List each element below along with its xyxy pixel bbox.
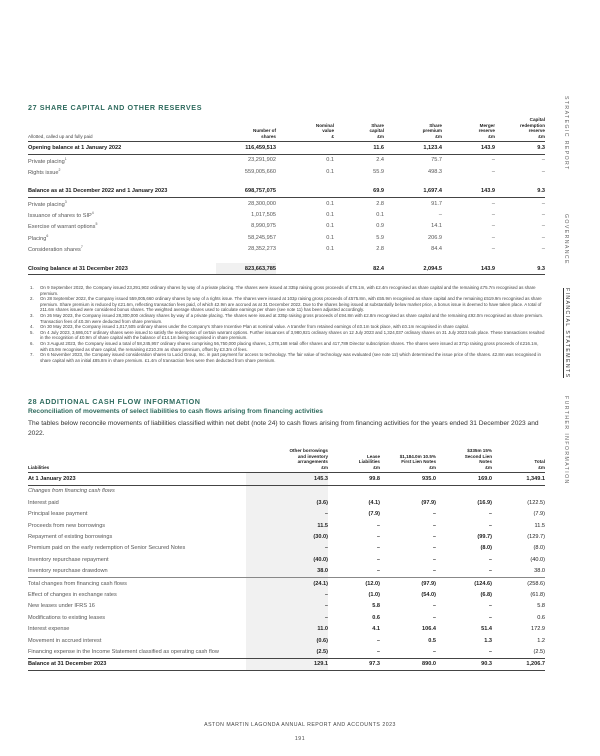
cell-value: 0.9 xyxy=(376,223,384,230)
cell-value: – xyxy=(376,534,380,541)
cell-value: (8.0) xyxy=(533,545,545,552)
table-row xyxy=(28,623,545,634)
cell-value: 0.1 xyxy=(376,212,384,219)
cell-value: 172.9 xyxy=(531,626,545,633)
cell-value: 14.1 xyxy=(431,223,442,230)
cell-value: – xyxy=(432,648,436,655)
cell-value: 0.1 xyxy=(326,212,334,219)
share-capital-table xyxy=(28,117,545,275)
row-label: Repayment of existing borrowings xyxy=(28,534,113,541)
cell-value: (7.9) xyxy=(533,511,545,518)
row-label: Private placing$^3$ xyxy=(28,199,67,208)
cell-value: 935.0 xyxy=(380,473,436,485)
col-header-other-borrowings: Other borrowings and inventory arrangements £m xyxy=(246,448,328,473)
cell-value: 129.1 xyxy=(246,658,328,670)
table-header-row xyxy=(28,448,545,473)
footnote: 1. On 9 September 2022, the Company issued 23,291,902 ordinary shares by way of a private placing. The shares were issued at 335p raising gross proceeds of £78.1m, with £2.4m recognised as share capital and the remaining £75.7m recognised as share premium. xyxy=(30,285,536,296)
table-row xyxy=(28,601,545,612)
table-row xyxy=(28,577,545,589)
row-label: Exercise of warrant options$^5$ xyxy=(28,222,98,231)
cell-value: (258.6) xyxy=(492,577,545,589)
side-nav-financial-statements[interactable]: FINANCIAL STATEMENTS xyxy=(564,288,570,379)
row-label: Effect of changes in exchange rates xyxy=(28,591,117,598)
cell-value: 51.4 xyxy=(481,626,492,633)
cell-value: (2.5) xyxy=(533,648,545,655)
cell-value: (40.0) xyxy=(530,556,545,563)
cell-value: 0.1 xyxy=(326,234,334,241)
cell-value: – xyxy=(246,589,328,600)
cell-value: – xyxy=(488,522,492,529)
cell-value: 0.1 xyxy=(326,157,334,164)
cell-value: (40.0) xyxy=(246,554,328,565)
col-header-second-lien-notes: $335m 15% Second Lien Notes £m xyxy=(436,448,492,473)
cell-value: – xyxy=(376,556,380,563)
cell-value: 1.3 xyxy=(484,637,492,644)
cell-value: – xyxy=(541,234,545,241)
row-label: Balance at 31 December 2023 xyxy=(28,658,246,670)
table-row xyxy=(28,635,545,646)
cell-value: 1,206.7 xyxy=(492,658,545,670)
cell-value: – xyxy=(488,556,492,563)
cell-value: 5.8 xyxy=(537,603,545,610)
cell-value: – xyxy=(432,511,436,518)
cell-value: 28,300,000 xyxy=(248,200,276,207)
cell-value: 9.3 xyxy=(495,263,545,275)
cell-value: – xyxy=(491,246,495,253)
cell-value: (124.6) xyxy=(436,577,492,589)
cell-value: – xyxy=(491,212,495,219)
table-row xyxy=(28,485,545,497)
cell-value: (24.1) xyxy=(246,577,328,589)
table-row xyxy=(28,142,545,154)
cell-value: 8,990,975 xyxy=(251,223,276,230)
cell-value xyxy=(328,485,380,497)
cell-value: – xyxy=(432,603,436,610)
cell-value: (1.0) xyxy=(368,591,380,598)
footnotes xyxy=(28,285,545,363)
table-row xyxy=(28,658,545,670)
cell-value: 1,123.4 xyxy=(384,142,442,154)
cell-value: 206.9 xyxy=(428,234,442,241)
cell-value: 559,005,660 xyxy=(244,168,276,175)
footer-title: ASTON MARTIN LAGONDA ANNUAL REPORT AND ACCOUNTS 2023 xyxy=(204,722,396,728)
cell-value: (16.9) xyxy=(477,499,492,506)
cell-value: 5.8 xyxy=(372,603,380,610)
cell-value: 90.3 xyxy=(436,658,492,670)
col-header-first-lien-notes: $1,184.0m 10.5% First Lien Notes £m xyxy=(380,448,436,473)
cell-value: 84.4 xyxy=(431,246,442,253)
cell-value: 9.3 xyxy=(495,142,545,154)
cell-value: 143.9 xyxy=(442,263,495,275)
cell-value: – xyxy=(541,168,545,175)
cell-value: 28,352,273 xyxy=(248,246,276,253)
cell-value: – xyxy=(488,614,492,621)
footnote-ref: 2 xyxy=(58,167,61,172)
table-header-row xyxy=(28,117,545,142)
cell-value: 91.7 xyxy=(431,200,442,207)
cell-value: – xyxy=(246,612,328,623)
cell-value: 1,349.1 xyxy=(492,473,545,485)
cell-value: – xyxy=(491,234,495,241)
cell-value: 99.8 xyxy=(328,473,380,485)
cell-value: 97.3 xyxy=(328,658,380,670)
row-label: Balance as at 31 December 2022 and 1 January 2023 xyxy=(28,186,216,198)
cell-value: – xyxy=(541,223,545,230)
cell-value: (97.9) xyxy=(380,577,436,589)
section-28-heading: 28 ADDITIONAL CASH FLOW INFORMATION xyxy=(28,397,201,406)
row-label: Inventory repurchase drawdown xyxy=(28,568,108,575)
row-label: Private placing$^1$ xyxy=(28,156,67,165)
cell-value: 1.2 xyxy=(537,637,545,644)
table-row xyxy=(28,186,545,198)
cell-value: – xyxy=(541,200,545,207)
cell-value: 498.3 xyxy=(428,168,442,175)
table-row xyxy=(28,543,545,554)
table-row xyxy=(28,166,545,177)
cell-value: (12.0) xyxy=(328,577,380,589)
cell-value: – xyxy=(491,168,495,175)
row-label: Closing balance at 31 December 2023 xyxy=(28,263,216,275)
cell-value xyxy=(276,263,334,275)
table-row xyxy=(28,473,545,485)
cell-value: – xyxy=(432,614,436,621)
cell-value: 58,245,957 xyxy=(248,234,276,241)
cell-value: 0.1 xyxy=(326,223,334,230)
cell-value: – xyxy=(246,543,328,554)
cell-value: 5.9 xyxy=(376,234,384,241)
row-label: Issuance of shares to SIP$^4$ xyxy=(28,211,94,219)
table-row xyxy=(28,232,545,243)
table-row xyxy=(28,221,545,232)
table-row xyxy=(28,244,545,255)
cell-value: (30.0) xyxy=(246,531,328,542)
cell-value: – xyxy=(376,568,380,575)
cell-value: – xyxy=(541,212,545,219)
cell-value: 11.6 xyxy=(334,142,384,154)
cell-value: 11.5 xyxy=(534,522,545,529)
cell-value: 2.8 xyxy=(376,246,384,253)
cell-value: 116,459,513 xyxy=(216,142,276,154)
row-label: Modifications to existing leases xyxy=(28,614,106,621)
cell-value: 143.9 xyxy=(442,186,495,198)
cell-value: – xyxy=(376,637,380,644)
col-header-nominal-value: Nominal value £ xyxy=(276,117,334,142)
col-header-merger-reserve: Merger reserve £m xyxy=(442,117,495,142)
cell-value: (129.7) xyxy=(527,534,545,541)
table-row xyxy=(28,612,545,623)
cell-value: 0.5 xyxy=(428,637,436,644)
cell-value: – xyxy=(432,556,436,563)
cell-value: (4.1) xyxy=(368,499,380,506)
table-row xyxy=(28,263,545,275)
row-label: Inventory repurchase repayment xyxy=(28,556,109,563)
section-28-subheading: Reconciliation of movements of select liabilities to cash flows arising from financing activities xyxy=(28,408,323,415)
cell-value: (8.0) xyxy=(480,545,492,552)
cell-value: 0.1 xyxy=(326,200,334,207)
cell-value: 4.1 xyxy=(372,626,380,633)
cell-value: – xyxy=(488,648,492,655)
cell-value: (61.8) xyxy=(530,591,545,598)
row-label: At 1 January 2023 xyxy=(28,473,246,485)
row-label: Premium paid on the early redemption of Senior Secured Notes xyxy=(28,545,186,552)
table-row xyxy=(28,520,545,531)
col-header-share-capital: Share capital £m xyxy=(334,117,384,142)
cell-value: – xyxy=(438,212,442,219)
cell-value: 106.4 xyxy=(422,626,436,633)
cell-value: – xyxy=(432,568,436,575)
footnote-ref: 7 xyxy=(80,245,83,250)
cell-value: 143.9 xyxy=(442,142,495,154)
cell-value: – xyxy=(432,534,436,541)
table-row xyxy=(28,154,545,166)
cell-value: – xyxy=(376,545,380,552)
row-label: Interest paid xyxy=(28,499,59,506)
cell-value: 69.9 xyxy=(334,186,384,198)
footnote: 5. On 4 July 2023, 3,686,017 ordinary shares were issued to satisfy the redemption of certain warrant options. Further issuances of 3,980,921 ordinary shares on 12 July 2023 and 1,324,037 ordinary shares on 31 July 2023 took place. These transactions resulted in the recognition of £0.9m of share capital with the balance of £14.1m being recognised in share premium. xyxy=(30,329,545,341)
row-label: New leases under IFRS 16 xyxy=(28,603,95,610)
cell-value: 2.4 xyxy=(376,157,384,164)
cash-flow-reconciliation-table xyxy=(28,448,545,671)
cell-value: – xyxy=(541,157,545,164)
side-navigation xyxy=(563,96,575,616)
cell-value: 145.3 xyxy=(246,473,328,485)
cell-value: (7.9) xyxy=(368,511,380,518)
footnote: 7. On 6 November 2023, the Company issued consideration shares to Lucid Group, Inc. in part payment for access to technology. The fair value of technology was evaluated (see note 12) which determined the issue price of the shares. £2.8m was recognised in share capital with an initial £85.8m in share premium. £1.4m of transaction fees were then deducted from share premium. xyxy=(30,352,541,363)
cell-value: (122.5) xyxy=(527,499,545,506)
cell-value: 9.3 xyxy=(495,186,545,198)
col-header-liabilities: Liabilities xyxy=(28,448,246,473)
cell-value: 2,094.5 xyxy=(384,263,442,275)
footnote: 4. On 30 May 2023, the Company issued 1,017,505 ordinary shares under the Company's Share Incentive Plan at nominal value. A transfer from retained earnings of £0.1m took place, with £0.1m recognised in share capital. xyxy=(30,324,469,330)
footnote: 2. On 28 September 2022, the Company issued 559,005,660 ordinary shares by way of a rights issue. The shares were issued at 103p raising gross proceeds of £575.8m, with £55.9m recognised as share capital and the remaining £519.9m recognised as share premium. Share premium is reduced by £21.6m, reflecting transaction fees paid, of which £2.9m are accrued as at 31 December 2022. Due to the shares being issued at substantially below market price, a bonus issue is deemed to have taken place. A total of 211.6m shares issued were considered bonus shares. The weighted average shares used to calculate earnings per share (see note 11) has been adjusted accordingly. xyxy=(30,296,542,313)
cell-value: 1,017,505 xyxy=(251,212,276,219)
table-row xyxy=(28,197,545,209)
table-row xyxy=(28,509,545,520)
cell-value: 698,757,075 xyxy=(216,186,276,198)
table-row xyxy=(28,531,545,542)
row-label: Changes from financing cash flows xyxy=(28,488,115,495)
row-label: Placing$^6$ xyxy=(28,233,49,242)
cell-value: 169.0 xyxy=(436,473,492,485)
page-number: 191 xyxy=(294,736,306,742)
table-row xyxy=(28,497,545,508)
col-header-number-of-shares: Number of shares xyxy=(216,117,276,142)
cell-value: – xyxy=(491,200,495,207)
row-label: Movement in accrued interest xyxy=(28,637,102,644)
cell-value: 2.8 xyxy=(376,200,384,207)
section-28-intro: The tables below reconcile movements of liabilities classified within net debt (note 24) to cash flows arising from financing activities for the years ended 31 December 2023 and 2022. xyxy=(28,420,539,437)
cell-value: – xyxy=(246,601,328,612)
row-label: Rights issue$^2$ xyxy=(28,167,61,176)
table-row xyxy=(28,554,545,565)
cell-value: 82.4 xyxy=(334,263,384,275)
cell-value: (6.8) xyxy=(480,591,492,598)
cell-value: (97.9) xyxy=(421,499,436,506)
cell-value: 11.0 xyxy=(246,623,328,634)
row-label: Interest expense xyxy=(28,626,70,633)
cell-value: – xyxy=(432,522,436,529)
row-label: Total changes from financing cash flows xyxy=(28,577,246,589)
cell-value: – xyxy=(491,157,495,164)
cell-value xyxy=(276,186,334,198)
cell-value: – xyxy=(541,246,545,253)
row-label: Consideration shares$^7$ xyxy=(28,245,83,254)
table-row xyxy=(28,589,545,600)
cell-value xyxy=(246,485,328,497)
col-header-capital-redemption-reserve: Capital redemption reserve £m xyxy=(495,117,545,142)
col-header-label: Allotted, called up and fully paid xyxy=(28,117,216,142)
cell-value: 38.0 xyxy=(534,568,545,575)
cell-value xyxy=(436,485,492,497)
cell-value: (0.6) xyxy=(246,635,328,646)
side-nav-further-information[interactable]: FURTHER INFORMATION xyxy=(563,396,569,485)
cell-value xyxy=(380,485,436,497)
cell-value: 1,697.4 xyxy=(384,186,442,198)
table-row xyxy=(28,566,545,578)
cell-value: 0.1 xyxy=(326,168,334,175)
cell-value xyxy=(492,485,545,497)
cell-value: – xyxy=(246,509,328,520)
cell-value: 0.6 xyxy=(372,614,380,621)
cell-value: (99.7) xyxy=(477,534,492,541)
side-nav-strategic-report[interactable]: STRATEGIC REPORT xyxy=(563,96,569,171)
cell-value: 23,291,902 xyxy=(248,157,276,164)
footnote-ref: 5 xyxy=(95,222,98,227)
cell-value: 75.7 xyxy=(431,157,442,164)
cell-value: (2.5) xyxy=(246,646,328,658)
row-label: Financing expense in the Income Statement classified as operating cash flow xyxy=(28,648,219,655)
cell-value: 55.9 xyxy=(373,168,384,175)
footnote: 3. On 26 May 2023, the Company issued 28,300,000 ordinary shares by way of a private placing. The shares were issued at 335p raising gross proceeds of £94.8m with £2.8m recognised as share capital and the remaining £92.0m recognised as share premium. Transaction fees of £0.3m were deducted from share premium. xyxy=(30,312,544,324)
cell-value xyxy=(276,142,334,154)
cell-value: (54.0) xyxy=(421,591,436,598)
footnote-ref: 6 xyxy=(46,233,49,238)
side-nav-governance[interactable]: GOVERNANCE xyxy=(563,214,569,265)
cell-value: – xyxy=(376,522,380,529)
cell-value: 823,663,785 xyxy=(216,263,276,275)
col-header-lease-liabilities: Lease Liabilities £m xyxy=(328,448,380,473)
cell-value: 0.6 xyxy=(537,614,545,621)
footnote-ref: 4 xyxy=(91,211,94,216)
cell-value: 38.0 xyxy=(246,566,328,578)
row-label: Opening balance at 1 January 2022 xyxy=(28,142,216,154)
cell-value: 890.0 xyxy=(380,658,436,670)
cell-value: – xyxy=(488,568,492,575)
cell-value: – xyxy=(376,648,380,655)
table-row xyxy=(28,646,545,658)
footnote: 6. On 3 August 2023, the Company issued a total of 58,245,957 ordinary shares comprising 56,750,000 placing shares, 1,078,168 retail offer shares and 417,789 Director subscription shares. The shares were issued at 371p raising gross proceeds of £216.1m, with £5.9m recognised as share capital, the remaining £210.2m as share premium, offset by £3.3m of fees. xyxy=(30,340,539,352)
row-label: Proceeds from new borrowings xyxy=(28,522,106,529)
cell-value: 0.1 xyxy=(326,246,334,253)
cell-value: – xyxy=(488,603,492,610)
cell-value: – xyxy=(488,511,492,518)
section-27-heading: 27 SHARE CAPITAL AND OTHER RESERVES xyxy=(28,103,203,112)
col-header-total: Total £m xyxy=(492,448,545,473)
cell-value: (3.6) xyxy=(246,497,328,508)
table-row xyxy=(28,209,545,220)
footnote-ref: 3 xyxy=(64,199,67,204)
footnote-ref: 1 xyxy=(64,156,67,161)
row-label: Principal lease payment xyxy=(28,511,88,518)
col-header-share-premium: Share premium £m xyxy=(384,117,442,142)
cell-value: – xyxy=(432,545,436,552)
cell-value: 11.5 xyxy=(246,520,328,531)
cell-value: – xyxy=(491,223,495,230)
